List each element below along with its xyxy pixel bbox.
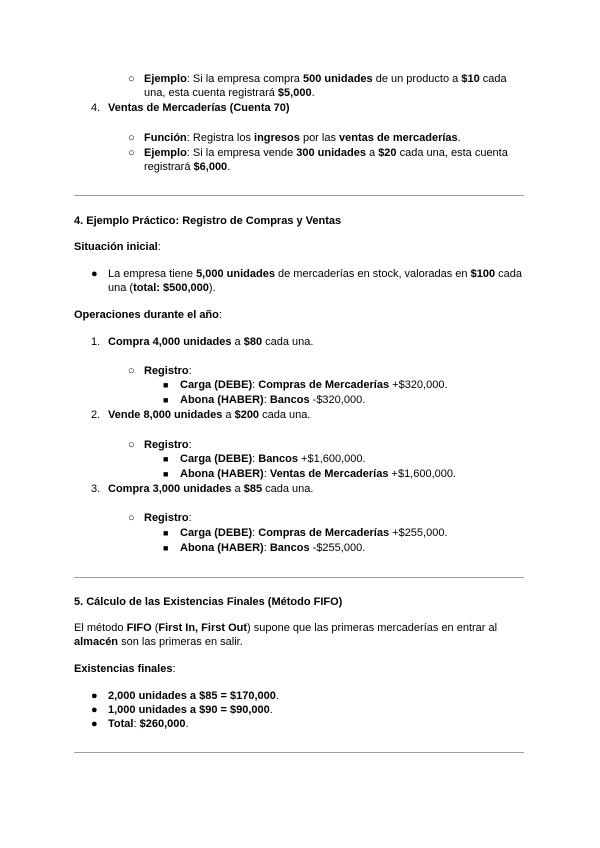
abona-line [180,541,365,555]
existencia-total [108,717,189,731]
text-run: : [252,453,259,465]
text-run: +$320,000. [389,379,448,391]
text-run: . [457,132,461,144]
text-run: El método [74,622,127,634]
existencia-item [108,689,279,703]
stock-line1 [108,267,522,281]
ejemplo-compra-line1 [144,72,507,86]
text-run: La empresa tiene [108,268,197,280]
divider [74,752,524,753]
text-run: registrará [144,161,194,173]
existencias-label [74,662,176,676]
circle-bullet-icon: ○ [128,147,135,159]
text-run: : Si la empresa compra [186,73,303,85]
text-run: : [218,309,222,321]
bold-run: $10 [461,73,480,85]
existencia-item [108,703,273,717]
bold-run: $200 [234,409,260,421]
bold-run: Compra 4,000 unidades [108,336,232,348]
bold-run: 500 unidades [302,73,373,85]
text-run: : Registra los [186,132,255,144]
text-run: : [157,241,161,253]
bold-run: Bancos [269,394,310,406]
bold-run: Compras de Mercaderías [258,527,390,539]
fifo-paragraph-line1 [74,621,497,635]
item4-title: Ventas de Mercaderías (Cuenta 70) [108,102,290,114]
bold-run: Vende 8,000 unidades [108,409,223,421]
square-bullet-icon: ■ [163,543,169,553]
bold-run: Total [108,718,134,730]
situacion-label [74,240,161,254]
text-run: a [365,147,379,159]
funcion-label: Función [144,132,187,144]
circle-bullet-icon: ○ [128,365,135,377]
text-run: . [311,87,315,99]
text-run: por las [299,132,340,144]
carga-line [180,452,366,466]
text-run: : [252,379,259,391]
registro-label [144,364,192,378]
square-bullet-icon: ■ [163,469,169,479]
bold-run: Carga (DEBE) [180,527,253,539]
bold-run: Bancos [258,453,298,465]
bold-run: 1,000 unidades a $90 = $90,000 [108,704,270,716]
bold-run: $80 [243,336,263,348]
text-run: -$255,000. [309,542,366,554]
bold-run: FIFO [126,622,152,634]
text-run: -$320,000. [309,394,366,406]
disc-bullet-icon: ● [91,718,98,730]
abona-line [180,467,456,481]
text-run: : [188,512,192,524]
abona-line [180,393,365,407]
bold-run: $20 [378,147,397,159]
bold-run: ventas de mercaderías [339,132,458,144]
text-run: . [227,161,231,173]
text-run: cada una. [259,409,311,421]
circle-bullet-icon: ○ [128,73,135,85]
text-run: : [133,718,140,730]
divider [74,577,524,578]
bold-run: Operaciones durante el año [74,309,219,321]
bold-run: Carga (DEBE) [180,453,253,465]
text-run: : [252,527,259,539]
square-bullet-icon: ■ [163,395,169,405]
bold-run: Registro [144,512,189,524]
section5-heading: 5. Cálculo de las Existencias Finales (Método FIFO) [74,596,343,608]
carga-line [180,526,448,540]
text-run: de mercaderías en stock, valoradas en [274,268,471,280]
funcion-line [144,131,461,145]
section4-heading: 4. Ejemplo Práctico: Registro de Compras y Ventas [74,215,342,227]
text-run: : [188,439,192,451]
text-run: una, esta cuenta registrará [144,87,278,99]
text-run: cada una, esta cuenta [396,147,508,159]
text-run: una ( [108,282,134,294]
bold-run: 5,000 unidades [196,268,275,280]
text-run: : [263,468,270,480]
bold-run: ingresos [254,132,300,144]
bold-run: $85 [243,483,263,495]
list-number: 1. [91,336,101,348]
bold-run: Bancos [269,542,310,554]
circle-bullet-icon: ○ [128,512,135,524]
text-run: ). [208,282,216,294]
list-number: 2. [91,409,101,421]
text-run: . [275,690,279,702]
square-bullet-icon: ■ [163,528,169,538]
bold-run: Situación inicial [74,241,158,253]
ejemplo-venta-line1 [144,146,508,160]
text-run: +$255,000. [389,527,448,539]
text-run: de un producto a [372,73,462,85]
text-run: cada una. [262,483,314,495]
bold-run: almacén [74,636,119,648]
carga-line [180,378,448,392]
bold-run: total: $500,000 [133,282,209,294]
op2-line [108,408,310,422]
fifo-paragraph-line2 [74,635,243,649]
bold-run: Abona (HABER) [180,394,264,406]
text-run: : [188,365,192,377]
bold-run: Compra 3,000 unidades [108,483,232,495]
bold-run: 300 unidades [296,147,366,159]
bold-run: Ventas de Mercaderías [269,468,389,480]
bold-run: $260,000 [139,718,186,730]
text-run: ( [151,622,159,634]
text-run: : [263,394,270,406]
text-run: . [185,718,189,730]
disc-bullet-icon: ● [91,268,98,280]
bold-run: First In, First Out [158,622,248,634]
bold-run: Existencias finales [74,663,173,675]
bold-run: 2,000 unidades a $85 = $170,000 [108,690,276,702]
text-run: . [269,704,273,716]
bold-run: $5,000 [277,87,312,99]
disc-bullet-icon: ● [91,704,98,716]
text-run: a [231,336,244,348]
bold-run: Abona (HABER) [180,468,264,480]
bold-run: Carga (DEBE) [180,379,253,391]
circle-bullet-icon: ○ [128,439,135,451]
registro-label [144,511,192,525]
ejemplo-venta-line2 [144,160,230,174]
bold-run: $6,000 [193,161,228,173]
ejemplo-compra-line2 [144,86,315,100]
text-run: a [231,483,244,495]
circle-bullet-icon: ○ [128,132,135,144]
divider [74,195,524,196]
bold-run: Registro [144,439,189,451]
text-run: +$1,600,000. [388,468,457,480]
ejemplo-label: Ejemplo [144,73,187,85]
text-run: cada una. [262,336,314,348]
text-run: son las primeras en salir. [118,636,243,648]
operaciones-label [74,308,222,322]
text-run: ) supone que las primeras mercaderías en entrar al [247,622,498,634]
text-run: : Si la empresa vende [186,147,297,159]
text-run: a [222,409,235,421]
text-run: : [172,663,176,675]
op3-line [108,482,313,496]
text-run: cada [495,268,523,280]
op1-line [108,335,313,349]
text-run: : [263,542,270,554]
square-bullet-icon: ■ [163,380,169,390]
text-run: +$1,600,000. [298,453,366,465]
disc-bullet-icon: ● [91,690,98,702]
list-number: 3. [91,483,101,495]
square-bullet-icon: ■ [163,454,169,464]
bold-run: Compras de Mercaderías [258,379,390,391]
list-number: 4. [91,102,101,114]
text-run: cada [479,73,507,85]
registro-label [144,438,192,452]
stock-line2 [108,281,216,295]
bold-run: Abona (HABER) [180,542,264,554]
ejemplo-label: Ejemplo [144,147,187,159]
bold-run: Registro [144,365,189,377]
bold-run: $100 [470,268,496,280]
